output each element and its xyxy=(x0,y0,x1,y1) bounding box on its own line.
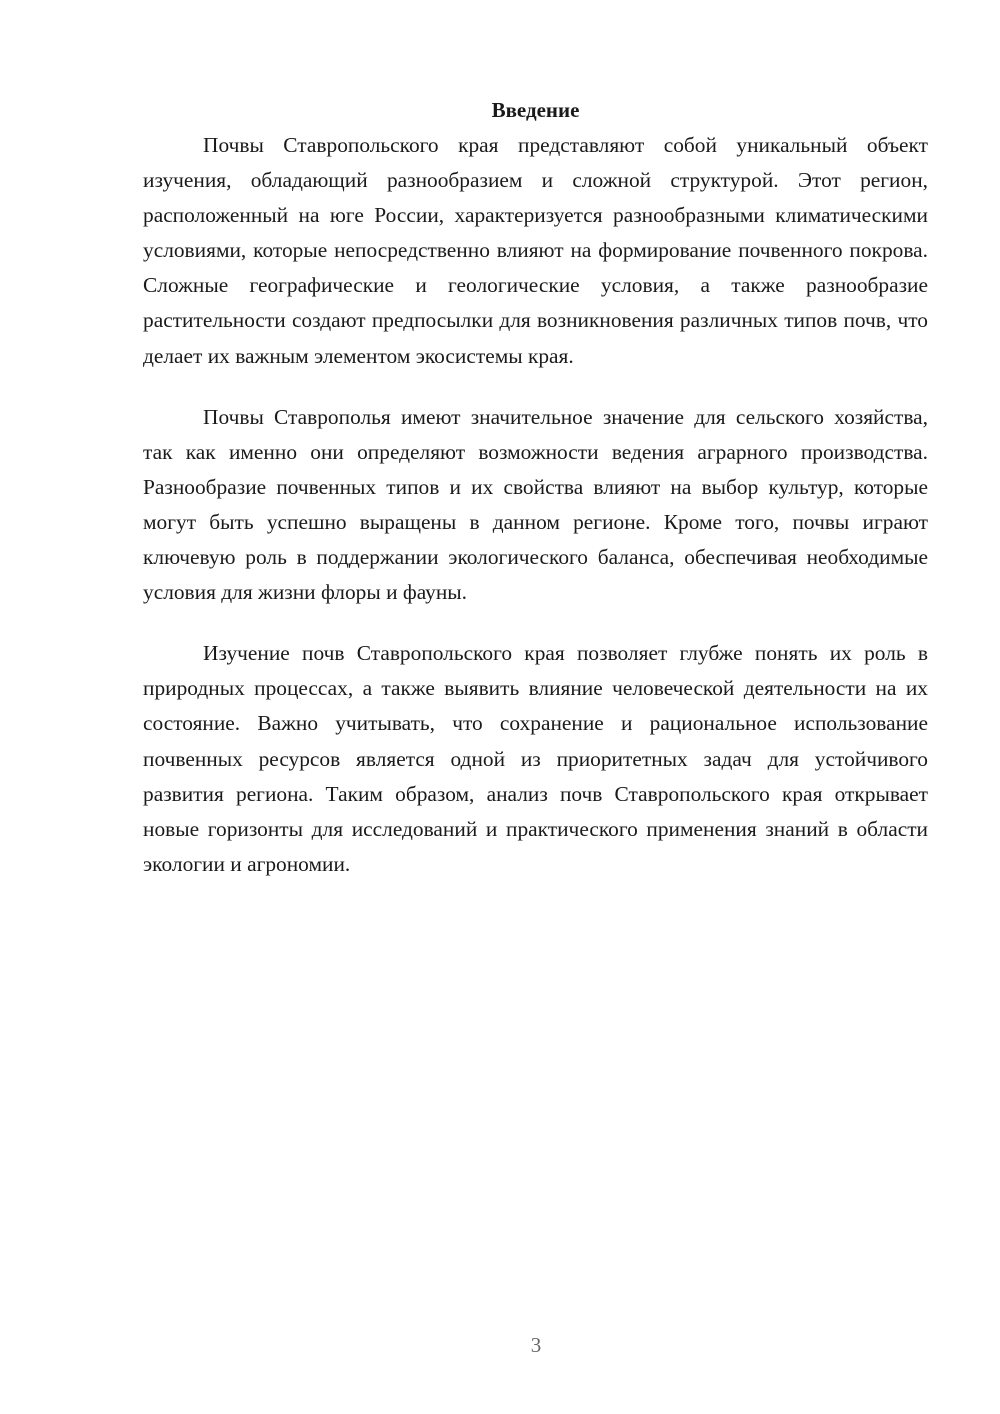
paragraph-1: Почвы Ставропольского края представляют собой уникальный объект изучения, обладающий разнообразием и сложной структурой. Этот регион, расположенный на юге России, характеризуется разнообразными климатическими условиями, которые непосредственно влияют на формирование почвенного покрова. Сложные географические и геологические условия, а также разнообразие растительности создают предпосылки для возникновения различных типов почв, что делает их важным элементом экосистемы края. xyxy=(143,133,928,368)
page-content xyxy=(143,93,928,908)
paragraph-3: Изучение почв Ставропольского края позволяет глубже понять их роль в природных процессах, а также выявить влияние человеческой деятельности на их состояние. Важно учитывать, что сохранение и рациональное использование почвенных ресурсов является одной из приоритетных задач для устойчивого развития региона. Таким образом, анализ почв Ставропольского края открывает новые горизонты для исследований и практического применения знаний в области экологии и агрономии. xyxy=(143,641,928,876)
section-title: Введение xyxy=(491,98,580,122)
paragraph-2: Почвы Ставрополья имеют значительное значение для сельского хозяйства, так как именно они определяют возможности ведения аграрного производства. Разнообразие почвенных типов и их свойства влияют на выбор культур, которые могут быть успешно выращены в данном регионе. Кроме того, почвы играют ключевую роль в поддержании экологического баланса, обеспечивая необходимые условия для жизни флоры и фауны. xyxy=(143,404,928,605)
page-number: 3 xyxy=(530,1333,542,1357)
